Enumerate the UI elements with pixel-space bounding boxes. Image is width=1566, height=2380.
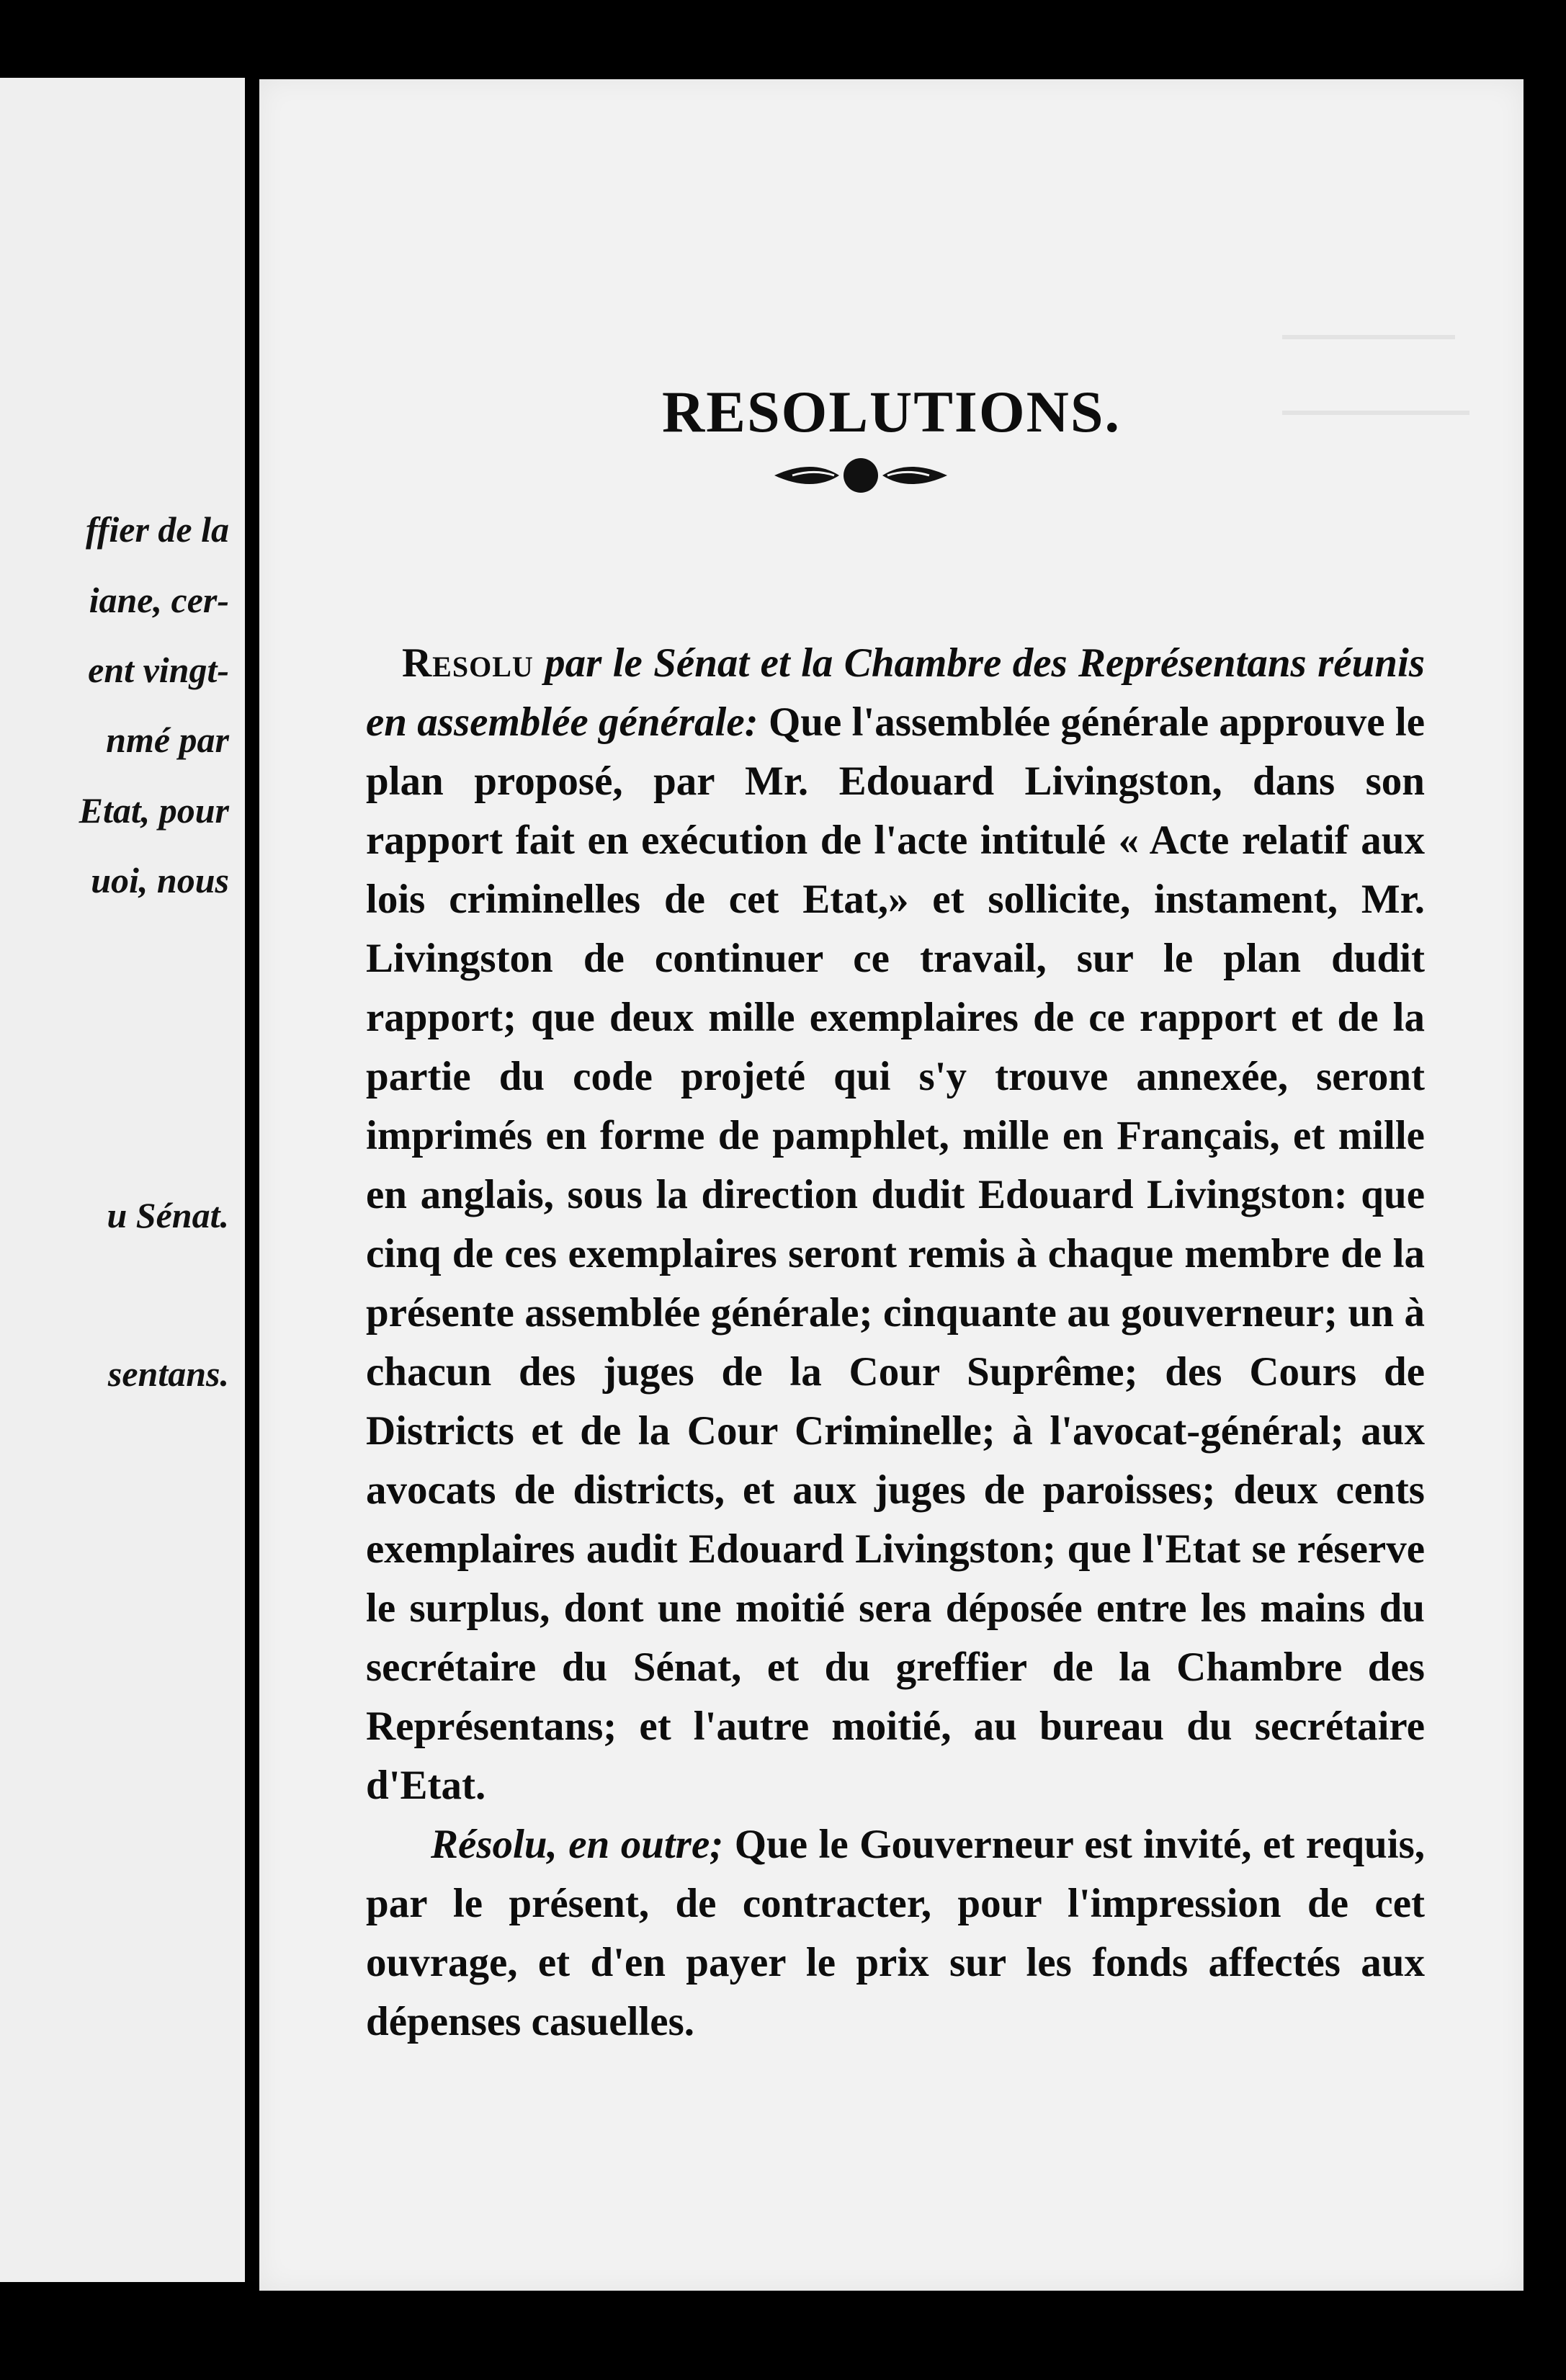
- left-page-line: ent vingt-: [88, 650, 229, 690]
- paragraph-text: Que le Gouverneur est invité, et requis, par le présent, de contracter, pour l'impression de cet ouvrage, et d'en payer le prix sur les fonds affectés aux dépenses casuelles.: [366, 1822, 1426, 2044]
- left-page-line: ffier de la: [85, 509, 229, 550]
- resolution-paragraph-1: [366, 634, 1425, 1815]
- left-page-line: Etat, pour: [79, 790, 229, 831]
- resolution-text: [366, 634, 1425, 2052]
- left-page-line: u Sénat.: [107, 1195, 229, 1235]
- left-page-line: sentans.: [107, 1354, 229, 1394]
- document-page: [259, 79, 1524, 2291]
- left-page-line: nmé par: [106, 720, 229, 760]
- resolution-paragraph-2: [366, 1815, 1425, 2052]
- left-facing-page: [0, 78, 245, 2282]
- lead-phrase: Résolu, en outre;: [431, 1822, 724, 1867]
- lead-word: Resolu: [402, 640, 534, 686]
- ornament-divider-icon: [771, 454, 951, 497]
- left-page-line: uoi, nous: [91, 860, 229, 900]
- left-page-line: iane, cer-: [89, 580, 229, 620]
- bleed-through-mark: [1282, 335, 1455, 339]
- page-title: RESOLUTIONS.: [662, 378, 1121, 444]
- paragraph-text: Que l'assemblée générale approuve le plan proposé, par Mr. Edouard Livingston, dans son rapport fait en exécution de l'acte intitulé « Acte relatif aux lois criminelles de cet Etat,» et sollicite, instament, Mr. Livingston de continuer ce travail, sur le plan dudit rapport; que deux mille exemplaires de ce rapport et de la partie du code projeté qui s'y trouve annexée, seront imprimés en forme de pamphlet, mille en Français, et mille en anglais, sous la direction dudit Edouard Livingston: que cinq de ces exemplaires seront remis à chaque membre de la présente assemblée générale; cinquante au gouverneur; un à chacun des juges de la Cour Suprême; des Cours de Districts et de la Cour Criminelle; à l'avocat-général; aux avocats de districts, et aux juges de paroisses; deux cents exemplaires audit Edouard Livingston; que l'Etat se réserve le surplus, dont une moitié sera déposée entre les mains du secrétaire du Sénat, et du greffier de la Chambre des Représentans; et l'autre moitié, au bureau du secrétaire d'Etat.: [366, 699, 1425, 1808]
- lead-phrase: par le Sénat et la Chambre des Représentans réunis en assemblée générale:: [366, 640, 1426, 745]
